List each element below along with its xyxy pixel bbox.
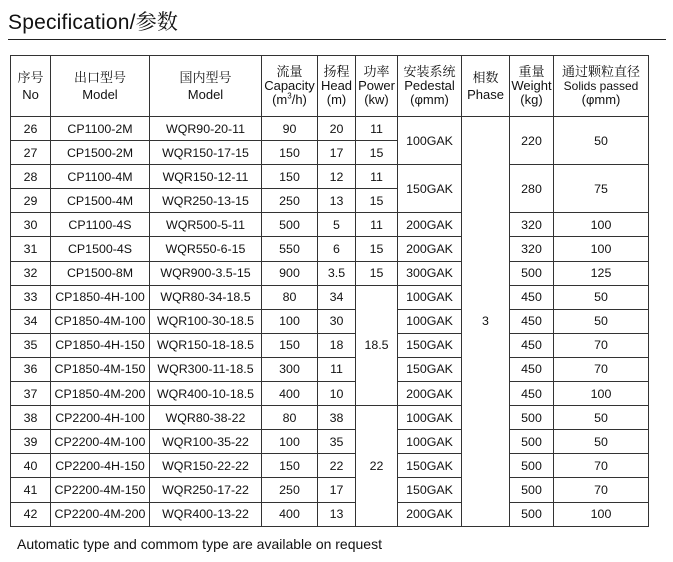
cell-capacity: 400 bbox=[262, 382, 318, 406]
header-capacity bbox=[262, 56, 318, 117]
cell-weight: 450 bbox=[510, 285, 554, 309]
table-row bbox=[11, 454, 649, 478]
header-domestic-model-cn: 国内型号 bbox=[179, 69, 232, 85]
cell-head: 17 bbox=[318, 478, 356, 502]
cell-model: CP1100-4S bbox=[51, 213, 150, 237]
header-export-model-en: Model bbox=[82, 86, 118, 102]
cell-solids: 100 bbox=[554, 382, 649, 406]
table-row bbox=[11, 309, 649, 333]
cell-model: CP1850-4M-200 bbox=[51, 382, 150, 406]
cell-no: 42 bbox=[11, 502, 51, 526]
cell-domestic-model: WQR400-10-18.5 bbox=[150, 382, 262, 406]
cell-pedestal: 200GAK bbox=[398, 382, 462, 406]
cell-pedestal: 150GAK bbox=[398, 357, 462, 381]
header-head-en: Head bbox=[320, 78, 353, 93]
cell-solids: 50 bbox=[554, 430, 649, 454]
cell-solids: 100 bbox=[554, 237, 649, 261]
cell-head: 18 bbox=[318, 333, 356, 357]
header-head-unit: (m) bbox=[326, 92, 347, 107]
cell-capacity: 100 bbox=[262, 430, 318, 454]
cell-head: 11 bbox=[318, 357, 356, 381]
cell-capacity: 500 bbox=[262, 213, 318, 237]
header-pedestal bbox=[398, 56, 462, 117]
cell-power: 15 bbox=[356, 141, 398, 165]
cell-domestic-model: WQR400-13-22 bbox=[150, 502, 262, 526]
cell-model: CP1850-4M-100 bbox=[51, 309, 150, 333]
cell-power: 11 bbox=[356, 165, 398, 189]
header-power bbox=[356, 56, 398, 117]
table-row bbox=[11, 430, 649, 454]
cell-head: 3.5 bbox=[318, 261, 356, 285]
cell-model: CP1850-4H-150 bbox=[51, 333, 150, 357]
header-domestic-model-en: Model bbox=[187, 86, 224, 102]
cell-pedestal: 150GAK bbox=[398, 165, 462, 213]
table-row bbox=[11, 117, 649, 141]
table-row bbox=[11, 165, 649, 189]
cell-head: 13 bbox=[318, 502, 356, 526]
header-pedestal-unit: (φmm) bbox=[410, 92, 449, 107]
cell-model: CP2200-4M-150 bbox=[51, 478, 150, 502]
cell-no: 28 bbox=[11, 165, 51, 189]
cell-power: 15 bbox=[356, 237, 398, 261]
cell-model: CP2200-4M-200 bbox=[51, 502, 150, 526]
cell-solids: 70 bbox=[554, 333, 649, 357]
cell-power: 22 bbox=[356, 406, 398, 526]
cell-model: CP1850-4M-150 bbox=[51, 357, 150, 381]
cell-capacity: 250 bbox=[262, 189, 318, 213]
cell-pedestal: 100GAK bbox=[398, 117, 462, 165]
header-solids-unit: (φmm) bbox=[581, 92, 621, 107]
cell-solids: 70 bbox=[554, 478, 649, 502]
header-capacity-unit-post: /h) bbox=[291, 92, 307, 107]
cell-capacity: 150 bbox=[262, 333, 318, 357]
header-export-model bbox=[51, 56, 150, 117]
cell-domestic-model: WQR100-30-18.5 bbox=[150, 309, 262, 333]
cell-domestic-model: WQR150-17-15 bbox=[150, 141, 262, 165]
cell-capacity: 80 bbox=[262, 285, 318, 309]
header-solids-cn: 通过颗粒直径 bbox=[561, 64, 640, 79]
cell-model: CP1100-2M bbox=[51, 117, 150, 141]
cell-pedestal: 100GAK bbox=[398, 406, 462, 430]
cell-head: 12 bbox=[318, 165, 356, 189]
cell-model: CP1500-4M bbox=[51, 189, 150, 213]
header-domestic-model bbox=[150, 56, 262, 117]
cell-no: 34 bbox=[11, 309, 51, 333]
header-pedestal-cn: 安装系统 bbox=[403, 64, 456, 79]
cell-weight: 450 bbox=[510, 357, 554, 381]
cell-weight: 220 bbox=[510, 117, 554, 165]
page-title: Specification/参数 bbox=[8, 11, 179, 34]
cell-no: 36 bbox=[11, 357, 51, 381]
cell-capacity: 80 bbox=[262, 406, 318, 430]
header-phase-en: Phase bbox=[467, 86, 504, 102]
cell-capacity: 150 bbox=[262, 454, 318, 478]
cell-power: 15 bbox=[356, 189, 398, 213]
cell-pedestal: 100GAK bbox=[398, 309, 462, 333]
cell-capacity: 900 bbox=[262, 261, 318, 285]
cell-weight: 500 bbox=[510, 406, 554, 430]
cell-solids: 75 bbox=[554, 165, 649, 213]
header-no-en: No bbox=[22, 86, 39, 102]
header-capacity-unit-pre: (m bbox=[272, 92, 288, 107]
specification-table bbox=[10, 55, 649, 527]
header-head bbox=[318, 56, 356, 117]
title-divider bbox=[8, 39, 666, 40]
cell-no: 37 bbox=[11, 382, 51, 406]
cell-weight: 320 bbox=[510, 213, 554, 237]
cell-pedestal: 150GAK bbox=[398, 333, 462, 357]
cell-no: 33 bbox=[11, 285, 51, 309]
cell-domestic-model: WQR150-18-18.5 bbox=[150, 333, 262, 357]
cell-no: 38 bbox=[11, 406, 51, 430]
header-solids-en: Solids passed bbox=[563, 79, 639, 93]
cell-weight: 450 bbox=[510, 382, 554, 406]
cell-solids: 50 bbox=[554, 406, 649, 430]
cell-power: 11 bbox=[356, 117, 398, 141]
cell-weight: 500 bbox=[510, 261, 554, 285]
cell-pedestal: 100GAK bbox=[398, 285, 462, 309]
cell-weight: 280 bbox=[510, 165, 554, 213]
table-row bbox=[11, 333, 649, 357]
cell-model: CP1850-4H-100 bbox=[51, 285, 150, 309]
header-weight-unit: (kg) bbox=[520, 92, 543, 107]
cell-capacity: 100 bbox=[262, 309, 318, 333]
cell-domestic-model: WQR90-20-11 bbox=[150, 117, 262, 141]
cell-power: 15 bbox=[356, 261, 398, 285]
cell-domestic-model: WQR300-11-18.5 bbox=[150, 357, 262, 381]
cell-head: 22 bbox=[318, 454, 356, 478]
cell-pedestal: 300GAK bbox=[398, 261, 462, 285]
cell-weight: 500 bbox=[510, 502, 554, 526]
table-row bbox=[11, 213, 649, 237]
cell-weight: 500 bbox=[510, 454, 554, 478]
cell-no: 30 bbox=[11, 213, 51, 237]
cell-weight: 500 bbox=[510, 430, 554, 454]
cell-pedestal: 200GAK bbox=[398, 213, 462, 237]
header-no bbox=[11, 56, 51, 117]
cell-head: 13 bbox=[318, 189, 356, 213]
table-row bbox=[11, 478, 649, 502]
cell-domestic-model: WQR250-13-15 bbox=[150, 189, 262, 213]
header-capacity-unit-sup: 3 bbox=[287, 91, 292, 101]
cell-power: 11 bbox=[356, 213, 398, 237]
cell-solids: 70 bbox=[554, 454, 649, 478]
cell-power: 18.5 bbox=[356, 285, 398, 405]
header-row bbox=[11, 56, 649, 117]
cell-domestic-model: WQR550-6-15 bbox=[150, 237, 262, 261]
cell-model: CP1100-4M bbox=[51, 165, 150, 189]
cell-no: 39 bbox=[11, 430, 51, 454]
header-weight-en: Weight bbox=[511, 78, 552, 93]
cell-domestic-model: WQR80-38-22 bbox=[150, 406, 262, 430]
cell-domestic-model: WQR150-22-22 bbox=[150, 454, 262, 478]
cell-head: 6 bbox=[318, 237, 356, 261]
header-capacity-cn: 流量 bbox=[276, 64, 303, 79]
header-export-model-cn: 出口型号 bbox=[73, 69, 126, 85]
cell-head: 34 bbox=[318, 285, 356, 309]
header-capacity-en: Capacity bbox=[264, 78, 315, 93]
cell-model: CP1500-2M bbox=[51, 141, 150, 165]
cell-no: 31 bbox=[11, 237, 51, 261]
cell-capacity: 400 bbox=[262, 502, 318, 526]
cell-head: 38 bbox=[318, 406, 356, 430]
cell-pedestal: 150GAK bbox=[398, 478, 462, 502]
header-weight-cn: 重量 bbox=[518, 64, 545, 79]
cell-solids: 50 bbox=[554, 117, 649, 165]
cell-model: CP2200-4H-100 bbox=[51, 406, 150, 430]
table-row bbox=[11, 406, 649, 430]
table-row bbox=[11, 285, 649, 309]
cell-model: CP2200-4H-150 bbox=[51, 454, 150, 478]
cell-domestic-model: WQR100-35-22 bbox=[150, 430, 262, 454]
cell-no: 26 bbox=[11, 117, 51, 141]
cell-solids: 125 bbox=[554, 261, 649, 285]
cell-model: CP1500-8M bbox=[51, 261, 150, 285]
cell-capacity: 150 bbox=[262, 165, 318, 189]
cell-pedestal: 100GAK bbox=[398, 430, 462, 454]
cell-domestic-model: WQR150-12-11 bbox=[150, 165, 262, 189]
cell-solids: 70 bbox=[554, 357, 649, 381]
cell-capacity: 150 bbox=[262, 141, 318, 165]
table-row bbox=[11, 237, 649, 261]
cell-head: 17 bbox=[318, 141, 356, 165]
cell-capacity: 90 bbox=[262, 117, 318, 141]
cell-no: 40 bbox=[11, 454, 51, 478]
cell-weight: 450 bbox=[510, 309, 554, 333]
header-pedestal-en: Pedestal bbox=[404, 78, 455, 93]
header-phase bbox=[462, 56, 510, 117]
cell-solids: 100 bbox=[554, 502, 649, 526]
cell-head: 30 bbox=[318, 309, 356, 333]
cell-model: CP2200-4M-100 bbox=[51, 430, 150, 454]
header-phase-cn: 相数 bbox=[472, 69, 499, 85]
header-weight bbox=[510, 56, 554, 117]
cell-pedestal: 150GAK bbox=[398, 454, 462, 478]
cell-no: 29 bbox=[11, 189, 51, 213]
cell-weight: 450 bbox=[510, 333, 554, 357]
cell-domestic-model: WQR250-17-22 bbox=[150, 478, 262, 502]
footer-note: Automatic type and commom type are available on request bbox=[17, 536, 382, 552]
table-row bbox=[11, 357, 649, 381]
cell-solids: 100 bbox=[554, 213, 649, 237]
header-no-cn: 序号 bbox=[17, 69, 44, 85]
header-capacity-unit bbox=[262, 93, 317, 107]
header-power-cn: 功率 bbox=[363, 64, 390, 79]
cell-phase: 3 bbox=[462, 117, 510, 527]
cell-no: 35 bbox=[11, 333, 51, 357]
cell-no: 41 bbox=[11, 478, 51, 502]
header-power-unit: (kw) bbox=[364, 92, 389, 107]
cell-solids: 50 bbox=[554, 309, 649, 333]
cell-domestic-model: WQR900-3.5-15 bbox=[150, 261, 262, 285]
cell-capacity: 250 bbox=[262, 478, 318, 502]
cell-head: 10 bbox=[318, 382, 356, 406]
cell-model: CP1500-4S bbox=[51, 237, 150, 261]
cell-capacity: 300 bbox=[262, 357, 318, 381]
cell-no: 27 bbox=[11, 141, 51, 165]
cell-no: 32 bbox=[11, 261, 51, 285]
table-row bbox=[11, 502, 649, 526]
cell-weight: 500 bbox=[510, 478, 554, 502]
header-power-en: Power bbox=[358, 78, 395, 93]
cell-capacity: 550 bbox=[262, 237, 318, 261]
cell-domestic-model: WQR80-34-18.5 bbox=[150, 285, 262, 309]
cell-head: 35 bbox=[318, 430, 356, 454]
table-row bbox=[11, 382, 649, 406]
header-head-cn: 扬程 bbox=[323, 64, 350, 79]
table-row bbox=[11, 261, 649, 285]
cell-pedestal: 200GAK bbox=[398, 237, 462, 261]
cell-domestic-model: WQR500-5-11 bbox=[150, 213, 262, 237]
cell-solids: 50 bbox=[554, 285, 649, 309]
header-solids bbox=[554, 56, 649, 117]
cell-head: 5 bbox=[318, 213, 356, 237]
cell-weight: 320 bbox=[510, 237, 554, 261]
cell-pedestal: 200GAK bbox=[398, 502, 462, 526]
cell-head: 20 bbox=[318, 117, 356, 141]
